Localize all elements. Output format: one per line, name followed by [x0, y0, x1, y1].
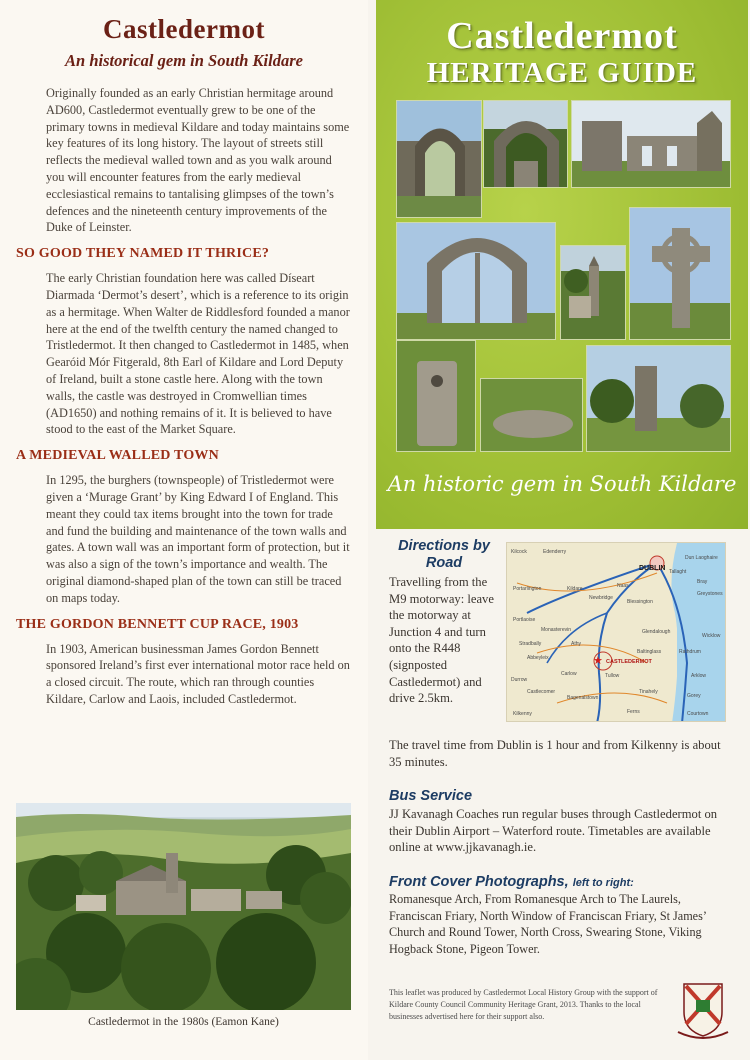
- map-label: Bray: [697, 579, 708, 585]
- swearing-stone-image: [397, 341, 476, 452]
- cross-image: [630, 208, 731, 340]
- photo-swearing-stone: [396, 340, 476, 452]
- map-label: Tinahely: [639, 689, 658, 695]
- map-label: Abbeyleix: [527, 655, 549, 661]
- photo-arch-to-laurels: [483, 100, 568, 188]
- cover-panel: [376, 0, 748, 529]
- front-cover-photographs-heading: [389, 874, 634, 890]
- castledermot-1980s-photo: [16, 803, 351, 1010]
- directions-text: Travelling from the M9 motorway: leave the motorway at Junction 4 and turn onto the R448 (signposted Castledermot) and drive 2.5km.: [389, 575, 494, 706]
- section-heading-named-thrice: SO GOOD THEY NAMED IT THRICE?: [16, 246, 270, 262]
- section-heading-walled-town: A MEDIEVAL WALLED TOWN: [16, 448, 219, 464]
- map-label: Wicklow: [702, 633, 721, 639]
- map-label: Edenderry: [543, 549, 567, 555]
- map-label: Tullow: [605, 673, 620, 679]
- photo-romanesque-arch: [396, 100, 482, 218]
- left-subtitle: An historical gem in South Kildare: [65, 51, 303, 70]
- friary-image: [572, 101, 731, 188]
- cover-subtitle: HERITAGE GUIDE: [426, 57, 698, 89]
- map-label: Durrow: [511, 677, 528, 683]
- map-label: Kilkenny: [513, 711, 532, 717]
- castledermot-star-icon: ★: [593, 654, 603, 667]
- pigeon-tower-image: [587, 346, 731, 452]
- map-label: Athy: [571, 641, 582, 647]
- section-text-named-thrice: The early Christian foundation here was called Díseart Diarmada ‘Dermot’s desert’, which is a reference to its origin as a hermitage. When Walter de Riddlesford founded a manor here at the end of the twelfth century the named changed to Tristledermot. It then changed to Castledermot in 1485, when Gearóid Mór Fitgerald, 8th Earl of Kildare and Lord Deputy of Ireland, built a stone castle here. Along with the town walls, the castle was destroyed in Cromwellian times (AD1650) and nothing remains of it. It is believed to have stood to the east of the Market Square.: [46, 271, 350, 437]
- travel-time-text: The travel time from Dublin is 1 hour and from Kilkenny is about 35 minutes.: [389, 738, 721, 769]
- map-label: Carlow: [561, 671, 577, 677]
- cover-tagline: An historic gem in South Kildare: [387, 472, 737, 496]
- hogback-image: [481, 379, 583, 452]
- directions-heading-line1: Directions by: [398, 538, 490, 554]
- map-label: Portlaoise: [513, 617, 536, 623]
- map-label: Ferns: [627, 709, 640, 715]
- photos-heading-small: left to right:: [572, 877, 634, 889]
- map-label: Arklow: [691, 673, 707, 679]
- map-label: Stradbally: [519, 641, 542, 647]
- kildare-crest-icon: [676, 980, 730, 1040]
- photo-viking-hogback-stone: [480, 378, 583, 452]
- front-cover-photographs-text: Romanesque Arch, From Romanesque Arch to The Laurels, Franciscan Friary, North Window of Franciscan Friary, St James’ Church and Round Tower, North Cross, Swearing Stone, Viking Hogback Stone, Pigeon Tower.: [389, 892, 706, 956]
- map-label: Portarlington: [513, 586, 542, 592]
- map-label: Gorey: [687, 693, 701, 699]
- cover-title: Castledermot: [446, 15, 678, 57]
- map-label-castledermot: CASTLEDERMOT: [606, 659, 652, 665]
- intro-paragraph: Originally founded as an early Christian hermitage around AD600, Castledermot eventually grew to be one of the primary towns in medieval Kildare and today maintains some key features of its long history. The layout of streets still reflects the medieval walled town and as you walk around you will encounter features from the early medieval ecclesiastical remains to tantalising glimpses of the town’s defences and the nineteenth century improvements of the Duke of Leinster.: [46, 86, 350, 235]
- section-heading-gordon-bennett: THE GORDON BENNETT CUP RACE, 1903: [16, 616, 299, 632]
- road-map: [506, 542, 726, 722]
- map-label: Kildare: [567, 586, 583, 592]
- map-label: Baltinglass: [637, 649, 662, 655]
- left-title: Castledermot: [103, 14, 265, 44]
- map-label: Blessington: [627, 599, 653, 605]
- directions-heading-line2: Road: [425, 555, 463, 571]
- map-label: Bagenalstown: [567, 695, 599, 701]
- map-label: Rathdrum: [679, 649, 701, 655]
- map-label: Kilcock: [511, 549, 527, 555]
- church-image: [561, 246, 626, 340]
- laurels-image: [484, 101, 568, 188]
- map-label: Monasterevin: [541, 627, 572, 633]
- map-label: Newbridge: [589, 595, 613, 601]
- photo-north-window: [396, 222, 556, 340]
- map-label: Greystones: [697, 591, 723, 597]
- photos-heading-main: Front Cover Photographs,: [389, 874, 569, 890]
- map-label-dublin: DUBLIN: [639, 565, 666, 572]
- directions-heading: [389, 538, 499, 572]
- north-window-image: [397, 223, 556, 340]
- map-label: Glendalough: [642, 629, 671, 635]
- bus-service-heading: Bus Service: [389, 788, 473, 804]
- photo-caption: Castledermot in the 1980s (Eamon Kane): [88, 1016, 279, 1028]
- photo-franciscan-friary: [571, 100, 731, 188]
- crest-shield-icon: [676, 980, 730, 1040]
- map-label: Castlecomer: [527, 689, 556, 695]
- map-label: Dun Laoghaire: [685, 555, 718, 561]
- landscape-illustration: [16, 803, 351, 1010]
- map-label: Tallaght: [669, 569, 687, 575]
- credit-text: This leaflet was produced by Castledermot Local History Group with the support of Kildare County Council Community Heritage Grant, 2013. Thanks to the local businesses advertised here for their support also.: [389, 988, 658, 1021]
- photo-pigeon-tower: [586, 345, 731, 452]
- section-text-walled-town: In 1295, the burghers (townspeople) of Tristledermot were given a ‘Murage Grant’ by King Edward I of England. This meant they could tax items brought into the town for trade and fund the building and maintenance of the town walls and gates. A town wall was an important form of protection, but it was also a sign of the town’s importance and wealth. The original diamond-shaped plan of the town can still be traced on maps today.: [46, 473, 350, 605]
- map-label: Courtown: [687, 711, 709, 717]
- map-label: Naas: [617, 583, 629, 589]
- arch-image: [397, 101, 482, 218]
- bus-service-text: JJ Kavanagh Coaches run regular buses through Castledermot on their Dublin Airport – Waterford route. Timetables are available online at www.jjkavanagh.ie.: [389, 807, 718, 855]
- photo-st-james-church: [560, 245, 626, 340]
- photo-north-cross: [629, 207, 731, 340]
- section-text-gordon-bennett: In 1903, American businessman James Gordon Bennett sponsored Ireland’s first ever international motor race held on a closed circuit. The route, which ran through counties Kildare, Carlow and Laois, included Castledermot.: [46, 641, 350, 706]
